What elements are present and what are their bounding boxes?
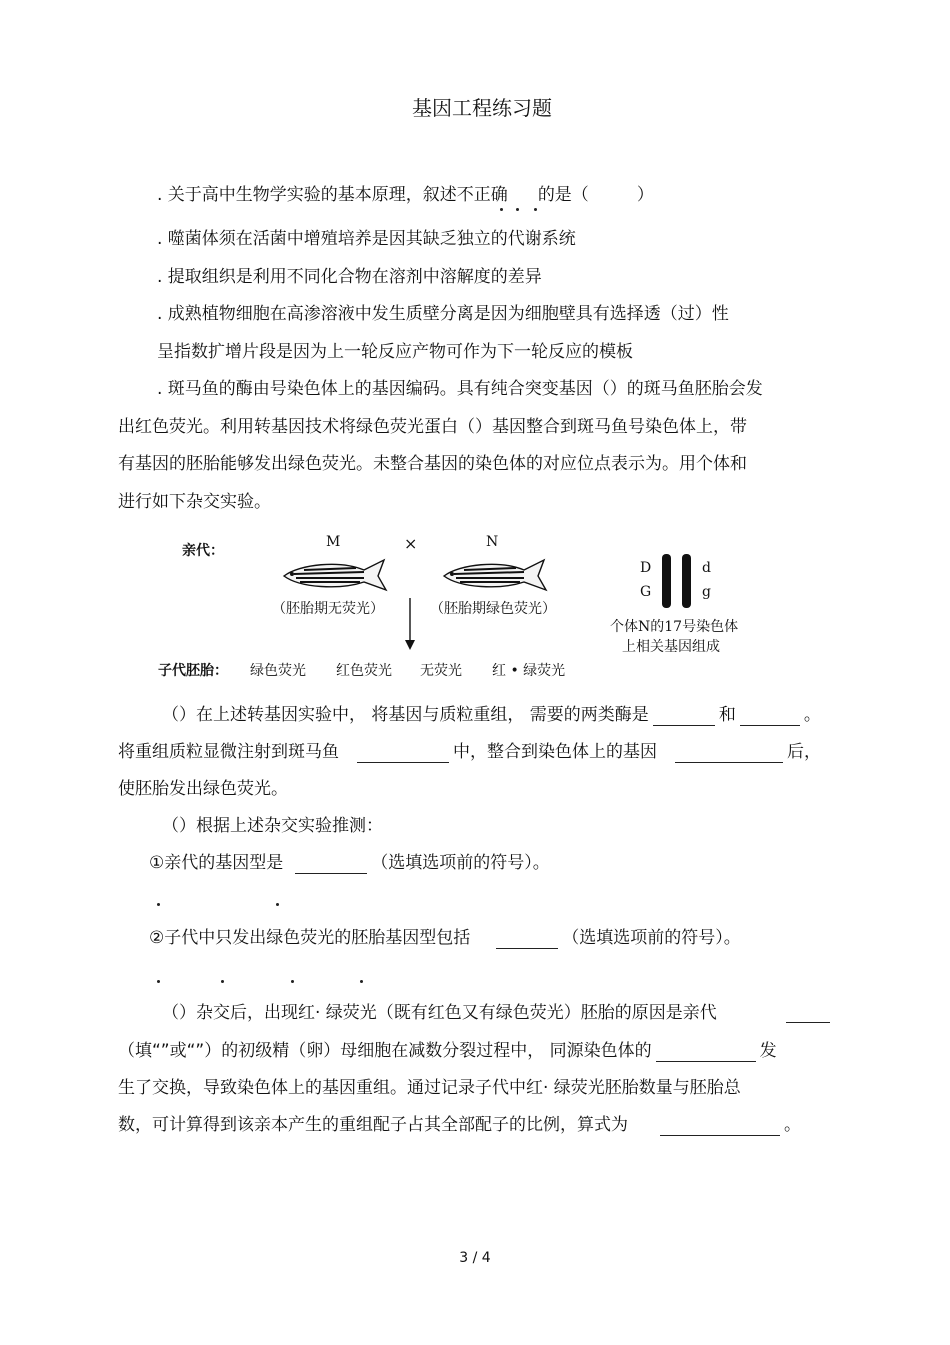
answer-blank[interactable] [295, 855, 367, 874]
q2-sub1-line: 将重组质粒显微注射到斑马鱼 中，整合到染色体上的基因 后， [118, 742, 821, 762]
cross-diagram [150, 528, 790, 688]
fish-n-image [440, 554, 550, 594]
q2-intro-line: 有基因的胚胎能够发出绿色荧光。未整合基因的染色体的对应位点表示为。用个体和 [118, 454, 747, 474]
fish-m-image [280, 554, 390, 594]
allele-g: g [702, 584, 711, 600]
answer-blank[interactable] [660, 1117, 780, 1136]
q1-stem-text: . 关于高中生物学实验的基本原理，叙述不正确 [157, 185, 508, 205]
cross-symbol: × [404, 534, 418, 553]
offspring-label: 子代胚胎： [158, 663, 228, 679]
parent-n-label: N [486, 534, 499, 550]
chromosome-caption: 上相关基因组成 [622, 639, 720, 655]
chromosome-left [662, 554, 671, 608]
offspring-phenotype: 红色荧光 [336, 663, 392, 679]
q2-sub2-line: ①亲代的基因型是 （选填选项前的符号）。 [149, 853, 550, 873]
fish-m-caption: （胚胎期无荧光） [272, 601, 384, 617]
q1-option-c: . 成熟植物细胞在高渗溶液中发生质壁分离是因为细胞壁具有选择透（过）性 [157, 304, 729, 324]
offspring-phenotype: 绿色荧光 [250, 663, 306, 679]
answer-blank[interactable] [656, 1043, 756, 1062]
q2-intro-line: . 斑马鱼的酶由号染色体上的基因编码。具有纯合突变基因（）的斑马鱼胚胎会发 [157, 379, 763, 399]
offspring-phenotype: 无荧光 [420, 663, 462, 679]
allele-D: D [640, 560, 652, 576]
q1-option-a: . 噬菌体须在活菌中增殖培养是因其缺乏独立的代谢系统 [157, 229, 576, 249]
answer-blank[interactable] [357, 744, 449, 763]
cross-arrow [404, 598, 416, 652]
emphasis-dot [360, 980, 363, 983]
offspring-phenotype: 红 • 绿荧光 [492, 663, 566, 679]
q1-stem [157, 184, 654, 206]
emphasis-dot [534, 208, 537, 211]
q2-sub1-line: （）在上述转基因实验中， 将基因与质粒重组， 需要的两类酶是 和 。 [162, 705, 821, 725]
q2-sub3-line: （）杂交后，出现红· 绿荧光（既有红色又有绿色荧光）胚胎的原因是亲代 [162, 1003, 717, 1023]
q2-sub2-line: ②子代中只发出绿色荧光的胚胎基因型包括 （选填选项前的符号）。 [149, 928, 741, 948]
q1-option-b: . 提取组织是利用不同化合物在溶剂中溶解度的差异 [157, 267, 542, 287]
answer-blank[interactable] [675, 744, 783, 763]
q2-sub3-line: （填“”或“”）的初级精（卵）母细胞在减数分裂过程中， 同源染色体的 发 [118, 1041, 777, 1061]
q2-intro-line: 进行如下杂交实验。 [118, 492, 271, 512]
emphasis-dot [276, 903, 279, 906]
q2-sub3-line: 数，可计算得到该亲本产生的重组配子占其全部配子的比例，算式为 。 [118, 1115, 801, 1135]
emphasis-dot [291, 980, 294, 983]
answer-blank[interactable] [786, 1004, 830, 1023]
emphasis-dot [500, 208, 503, 211]
emphasis-dot [221, 980, 224, 983]
q2-intro-line: 出红色荧光。利用转基因技术将绿色荧光蛋白（）基因整合到斑马鱼号染色体上，带 [118, 417, 747, 437]
q1-stem-tail: 的是（ [537, 185, 589, 205]
chromosome-caption: 个体N的17号染色体 [610, 619, 739, 635]
page-title: 基因工程练习题 [412, 96, 552, 120]
answer-blank[interactable] [653, 707, 715, 726]
parent-label: 亲代： [182, 543, 224, 559]
chromosome-right [682, 554, 691, 608]
emphasis-dot [516, 208, 519, 211]
allele-d: d [702, 560, 711, 576]
emphasis-dot [157, 903, 160, 906]
answer-blank[interactable] [496, 930, 558, 949]
q2-sub3-line: 生了交换，导致染色体上的基因重组。通过记录子代中红· 绿荧光胚胎数量与胚胎总 [118, 1078, 741, 1098]
page-number: 3 / 4 [459, 1250, 491, 1266]
answer-blank[interactable] [740, 707, 800, 726]
q1-option-d: 呈指数扩增片段是因为上一轮反应产物可作为下一轮反应的模板 [157, 342, 633, 362]
q1-stem-close: ） [636, 185, 654, 205]
fish-n-caption: （胚胎期绿色荧光） [430, 601, 556, 617]
emphasis-dot [157, 980, 160, 983]
q2-sub1-line: 使胚胎发出绿色荧光。 [118, 779, 288, 799]
allele-G: G [640, 584, 652, 600]
parent-m-label: M [326, 534, 341, 550]
q2-sub2-line: （）根据上述杂交实验推测： [162, 816, 383, 836]
